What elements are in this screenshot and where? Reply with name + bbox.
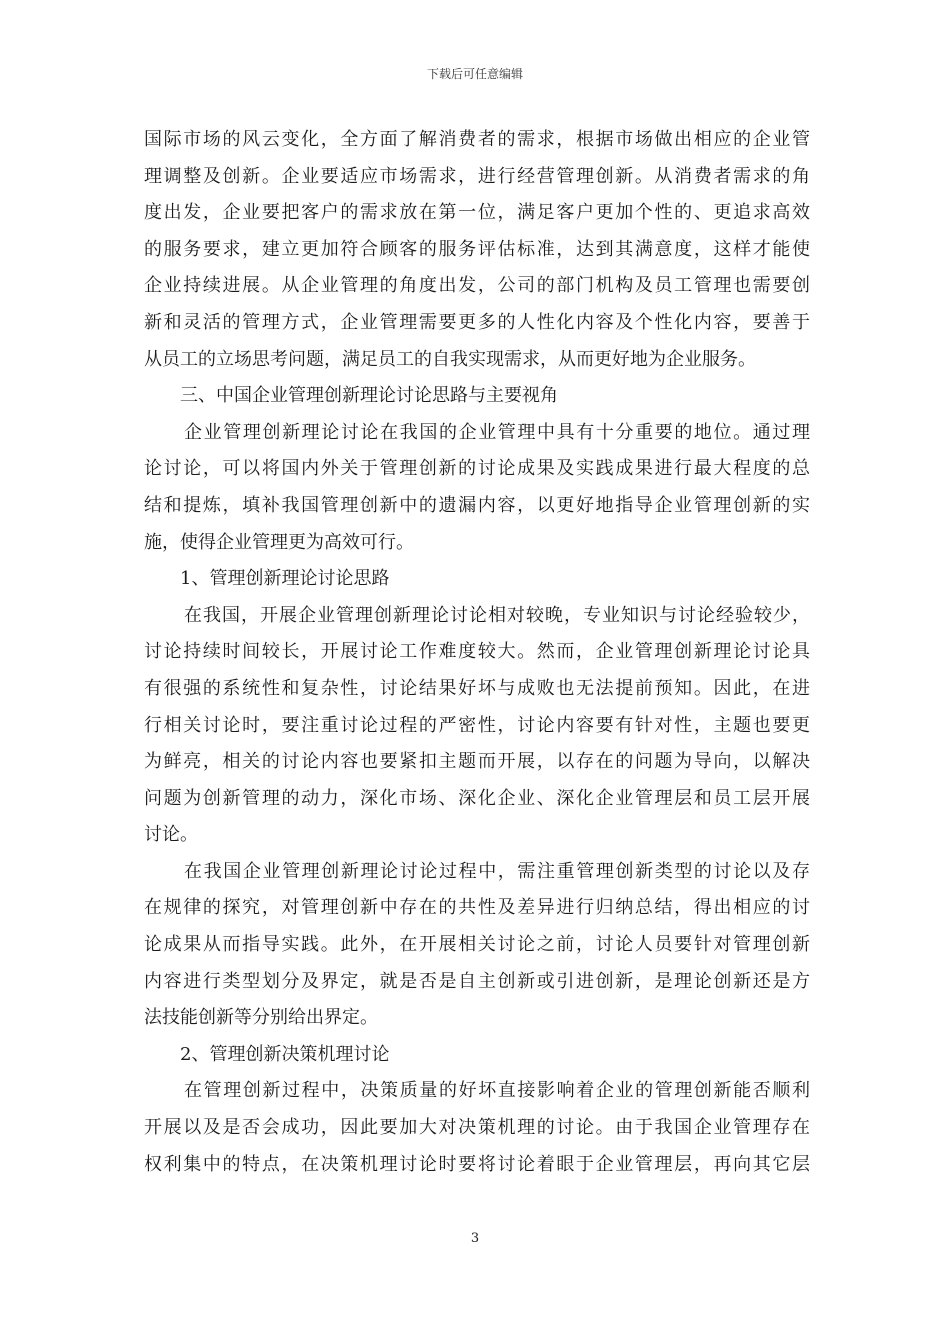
section-heading: 三、中国企业管理创新理论讨论思路与主要视角 xyxy=(180,385,558,407)
text-line: 有很强的系统性和复杂性，讨论结果好坏与成败也无法提前预知。因此，在进 xyxy=(144,677,810,699)
text-line: 讨论持续时间较长，开展讨论工作难度较大。然而，企业管理创新理论讨论具 xyxy=(144,641,810,663)
text-line: 结和提炼，填补我国管理创新中的遗漏内容，以更好地指导企业管理创新的实 xyxy=(144,494,810,516)
text-line: 行相关讨论时，要注重讨论过程的严密性，讨论内容要有针对性，主题也要更 xyxy=(144,714,810,736)
text-line: 新和灵活的管理方式，企业管理需要更多的人性化内容及个性化内容，要善于 xyxy=(144,311,810,333)
text-line: 在我国企业管理创新理论讨论过程中，需注重管理创新类型的讨论以及存 xyxy=(184,860,810,882)
subsection-heading: 2、管理创新决策机理讨论 xyxy=(180,1043,390,1065)
text-line: 度出发，企业要把客户的需求放在第一位，满足客户更加个性的、更追求高效 xyxy=(144,202,810,224)
page-header: 下载后可任意编辑 xyxy=(426,67,523,81)
text-line: 问题为创新管理的动力，深化市场、深化企业、深化企业管理层和员工层开展 xyxy=(144,787,810,809)
text-line: 内容进行类型划分及界定，就是否是自主创新或引进创新，是理论创新还是方 xyxy=(144,970,810,992)
text-line: 讨论。 xyxy=(144,824,198,846)
subsection-heading: 1、管理创新理论讨论思路 xyxy=(180,568,390,590)
text-line: 在我国，开展企业管理创新理论讨论相对较晚，专业知识与讨论经验较少， xyxy=(184,604,810,626)
text-line: 论成果从而指导实践。此外，在开展相关讨论之前，讨论人员要针对管理创新 xyxy=(144,934,810,956)
text-line: 理调整及创新。企业要适应市场需求，进行经营管理创新。从消费者需求的角 xyxy=(144,165,810,187)
text-line: 国际市场的风云变化，全方面了解消费者的需求，根据市场做出相应的企业管 xyxy=(144,129,810,150)
text-line: 法技能创新等分别给出界定。 xyxy=(144,1007,378,1029)
text-line: 为鲜亮，相关的讨论内容也要紧扣主题而开展，以存在的问题为导向，以解决 xyxy=(144,751,810,773)
text-line: 从员工的立场思考问题，满足员工的自我实现需求，从而更好地为企业服务。 xyxy=(144,348,756,370)
text-line: 施，使得企业管理更为高效可行。 xyxy=(144,531,414,553)
text-line: 开展以及是否会成功，因此要加大对决策机理的讨论。由于我国企业管理存在 xyxy=(144,1117,810,1139)
document-body xyxy=(144,122,810,1183)
page-number: 3 xyxy=(470,1231,480,1246)
text-line: 论讨论，可以将国内外关于管理创新的讨论成果及实践成果进行最大程度的总 xyxy=(144,458,810,480)
text-line: 在管理创新过程中，决策质量的好坏直接影响着企业的管理创新能否顺利 xyxy=(184,1080,810,1102)
text-line: 企业管理创新理论讨论在我国的企业管理中具有十分重要的地位。通过理 xyxy=(184,421,810,443)
text-line: 企业持续进展。从企业管理的角度出发，公司的部门机构及员工管理也需要创 xyxy=(144,275,810,297)
text-line: 的服务要求，建立更加符合顾客的服务评估标准，达到其满意度，这样才能使 xyxy=(144,238,810,260)
text-line: 权利集中的特点，在决策机理讨论时要将讨论着眼于企业管理层，再向其它层 xyxy=(144,1153,810,1175)
text-line: 在规律的探究，对管理创新中存在的共性及差异进行归纳总结，得出相应的讨 xyxy=(144,897,810,919)
